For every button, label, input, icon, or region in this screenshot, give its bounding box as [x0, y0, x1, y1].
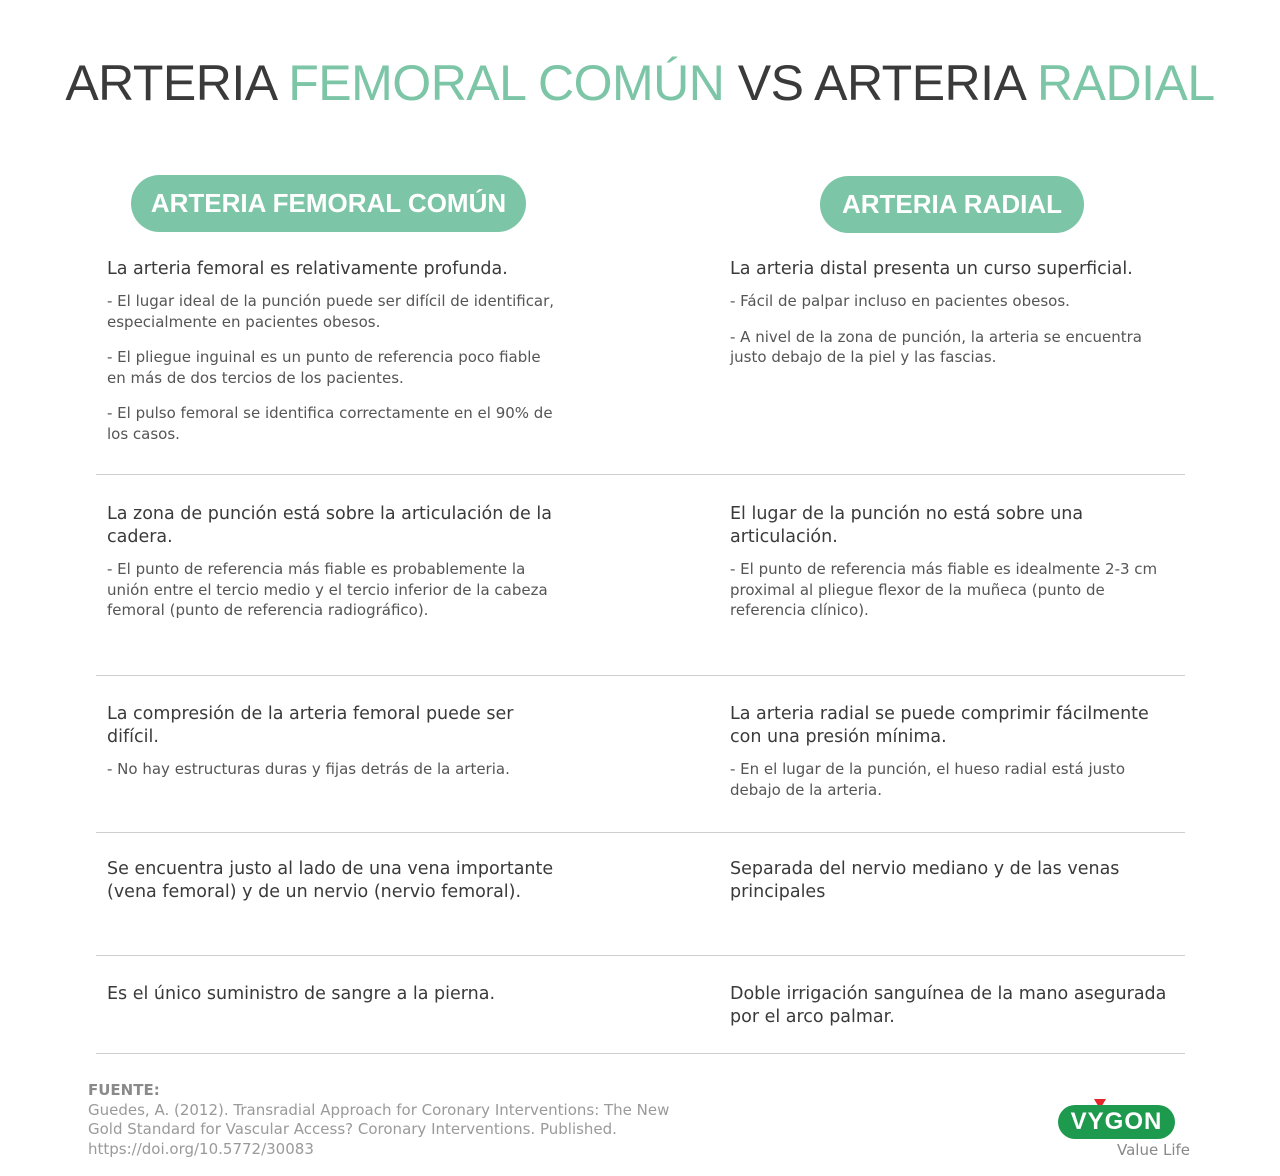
row-heading: Se encuentra justo al lado de una vena importante (vena femoral) y de un nervio (nervio femoral).	[107, 859, 554, 902]
row-4-left	[107, 858, 557, 914]
row-divider	[96, 955, 1185, 956]
row-heading: El lugar de la punción no está sobre una articulación.	[730, 504, 1084, 547]
row-3-left	[107, 703, 557, 795]
row-point: - En el lugar de la punción, el hueso radial está justo debajo de la arteria.	[730, 760, 1126, 799]
source-label: FUENTE:	[88, 1081, 160, 1099]
row-heading: La zona de punción está sobre la articulación de la cadera.	[107, 504, 552, 547]
header-femoral: ARTERIA FEMORAL COMÚN	[131, 175, 526, 232]
row-2-right	[730, 503, 1180, 636]
row-point: - El punto de referencia más fiable es idealmente 2-3 cm proximal al pliegue flexor de la muñeca (punto de referencia clínico).	[730, 560, 1158, 619]
row-1-right	[730, 258, 1180, 383]
row-heading: Separada del nervio mediano y de las venas principales	[730, 859, 1120, 902]
row-5-left	[107, 983, 557, 1016]
row-divider	[96, 832, 1185, 833]
row-point: - El pulso femoral se identifica correctamente en el 90% de los casos.	[107, 404, 553, 443]
row-3-right	[730, 703, 1180, 815]
vygon-logo: VYGON	[1058, 1105, 1175, 1139]
row-2-left	[107, 503, 557, 636]
row-divider	[96, 1053, 1185, 1054]
row-heading: Es el único suministro de sangre a la pierna.	[107, 984, 496, 1004]
row-heading: La arteria distal presenta un curso superficial.	[730, 259, 1133, 279]
row-divider	[96, 675, 1185, 676]
source-text: Guedes, A. (2012). Transradial Approach for Coronary Interventions: The New Gold Standard for Vascular Access? Coronary Interventions. Published. https://doi.org/10.5772/30083	[88, 1100, 670, 1158]
title-part: FEMORAL COMÚN	[288, 55, 725, 111]
row-1-left	[107, 258, 557, 459]
row-point: - Fácil de palpar incluso en pacientes obesos.	[730, 292, 1070, 310]
row-divider	[96, 474, 1185, 475]
row-heading: La arteria femoral es relativamente profunda.	[107, 259, 508, 279]
row-point: - No hay estructuras duras y fijas detrás de la arteria.	[107, 760, 510, 778]
title-part: VS ARTERIA	[724, 55, 1038, 111]
logo-tagline: Value Life	[1117, 1141, 1190, 1159]
page-title	[0, 54, 1280, 112]
title-part: RADIAL	[1037, 55, 1215, 111]
row-point: - El punto de referencia más fiable es probablemente la unión entre el tercio medio y el tercio inferior de la cabeza femoral (punto de referencia radiográfico).	[107, 560, 548, 619]
row-point: - El pliegue inguinal es un punto de referencia poco fiable en más de dos tercios de los pacientes.	[107, 348, 541, 387]
header-radial: ARTERIA RADIAL	[820, 176, 1084, 233]
row-heading: Doble irrigación sanguínea de la mano asegurada por el arco palmar.	[730, 984, 1167, 1027]
row-point: - A nivel de la zona de punción, la arteria se encuentra justo debajo de la piel y las fascias.	[730, 327, 1142, 366]
row-4-right	[730, 858, 1180, 914]
row-heading: La compresión de la arteria femoral puede ser difícil.	[107, 704, 514, 747]
row-5-right	[730, 983, 1180, 1039]
row-point: - El lugar ideal de la punción puede ser difícil de identificar, especialmente en pacientes obesos.	[107, 292, 555, 331]
row-heading: La arteria radial se puede comprimir fácilmente con una presión mínima.	[730, 704, 1149, 747]
source	[88, 1081, 688, 1159]
title-part: ARTERIA	[65, 55, 289, 111]
